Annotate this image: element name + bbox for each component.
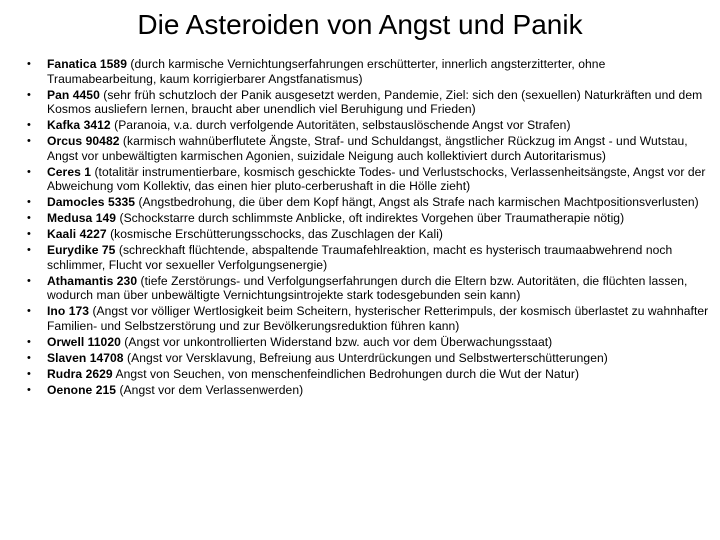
bullet-icon: • — [27, 58, 31, 70]
slide-title: Die Asteroiden von Angst und Panik — [137, 9, 583, 40]
asteroid-name: Orcus 90482 — [47, 134, 120, 149]
asteroid-name: Orwell 11020 — [47, 334, 121, 349]
asteroid-name: Slaven 14708 — [47, 350, 124, 365]
asteroid-list — [0, 57, 720, 399]
asteroid-name: Kafka 3412 — [47, 118, 111, 133]
asteroid-description: (karmisch wahnüberflutete Ängste, Straf- und Schuldangst, ängstlicher Rückzug im Angst - und Wutstau, Angst vor unbewältigten karmischen Agonien, suizidale Neigung auch kollektiviert durch Autoritarismus) — [47, 134, 688, 163]
asteroid-description: (Paranoia, v.a. durch verfolgende Autoritäten, selbstauslöschende Angst vor Strafen) — [110, 118, 571, 133]
bullet-icon: • — [27, 135, 31, 148]
list-item — [0, 165, 720, 194]
asteroid-name: Damocles 5335 — [47, 195, 136, 210]
asteroid-name: Rudra 2629 — [47, 366, 113, 381]
list-item — [0, 351, 720, 366]
list-item — [0, 227, 720, 242]
asteroid-name: Oenone 215 — [47, 382, 117, 397]
asteroid-description: (tiefe Zerstörungs- und Verfolgungserfahrungen durch die Eltern bzw. Autoritäten, die flüchten lassen, wodurch man über unbewältigte Vernichtungsintrojekte stark todesgebunden sein kann) — [47, 273, 688, 303]
list-item — [0, 195, 720, 210]
asteroid-description: (sehr früh schutzloch der Panik ausgesetzt werden, Pandemie, Ziel: sich den (sexuellen) Naturkräften und dem Kosmos ausliefern lernen, braucht aber unendlich viel Beruhigung und Frieden) — [47, 87, 703, 117]
bullet-icon: • — [27, 274, 31, 287]
asteroid-description: (durch karmische Vernichtungserfahrungen erschütterter, innerlich angsterzitterter, ohne Traumabearbeitung, kaum korrigierbarer Angstfanatismus) — [47, 57, 606, 86]
list-item — [0, 134, 720, 163]
bullet-icon: • — [27, 335, 31, 348]
bullet-icon: • — [27, 88, 31, 101]
asteroid-description: (kosmische Erschütterungsschocks, das Zuschlagen der Kali) — [106, 227, 444, 242]
list-item — [0, 335, 720, 350]
bullet-icon: • — [27, 305, 31, 318]
asteroid-description: (Schockstarre durch schlimmste Anblicke, oft indirektes Vorgehen über Traumatherapie nötig) — [116, 211, 625, 226]
asteroid-description: (totalitär instrumentierbare, kosmisch geschickte Todes- und Verlustschocks, Verlassenheitsängste, Angst vor der Abweichung vom Kollektiv, das einen hier pluto-cerberushaft in die Hölle zieht) — [47, 164, 706, 194]
asteroid-name: Athamantis 230 — [47, 273, 138, 288]
bullet-icon: • — [27, 244, 31, 257]
bullet-icon: • — [27, 119, 31, 132]
asteroid-name: Fanatica 1589 — [47, 57, 127, 71]
asteroid-name: Pan 4450 — [47, 87, 100, 102]
bullet-icon: • — [27, 165, 31, 178]
asteroid-description: (Angst vor völliger Wertlosigkeit beim Scheitern, hysterischer Retterimpuls, der kosmisch überlastet zu wahnhafter Familien- und Selbstzerstörung und zur Bevölkerungsreduktion führen kann) — [47, 304, 709, 333]
bullet-icon: • — [27, 367, 31, 380]
asteroid-description: (Angst vor unkontrollierten Widerstand bzw. auch vor dem Überwachungsstaat) — [120, 334, 553, 349]
list-item — [0, 88, 720, 117]
bullet-icon: • — [27, 228, 31, 241]
bullet-icon: • — [27, 351, 31, 364]
list-item — [0, 367, 720, 382]
asteroid-name: Eurydike 75 — [47, 243, 116, 258]
bullet-icon: • — [27, 196, 31, 209]
asteroid-name: Ino 173 — [47, 304, 90, 319]
asteroid-description: (Angst vor Versklavung, Befreiung aus Unterdrückungen und Selbstwerterschütterungen) — [123, 350, 608, 365]
asteroid-name: Ceres 1 — [47, 164, 92, 179]
asteroid-name: Kaali 4227 — [47, 227, 107, 242]
asteroid-description: (Angstbedrohung, die über dem Kopf hängt, Angst als Strafe nach karmischen Machtpositionsverlusten) — [135, 195, 699, 210]
list-item — [0, 383, 720, 398]
asteroid-name: Medusa 149 — [47, 211, 117, 226]
asteroid-description: (Angst vor dem Verlassenwerden) — [116, 382, 304, 397]
list-item — [0, 304, 720, 333]
list-item — [0, 57, 720, 86]
asteroid-description: Angst von Seuchen, von menschenfeindlichen Bedrohungen durch die Wut der Natur) — [112, 366, 580, 381]
list-item — [0, 274, 720, 303]
list-item — [0, 211, 720, 226]
list-item — [0, 243, 720, 272]
bullet-icon: • — [27, 212, 31, 225]
list-item — [0, 118, 720, 133]
asteroid-description: (schreckhaft flüchtende, abspaltende Traumafehlreaktion, macht es hysterisch traumaabwehrend noch schlimmer, Flucht vor sexueller Verfolgungsenergie) — [47, 243, 673, 272]
bullet-icon: • — [27, 383, 31, 396]
